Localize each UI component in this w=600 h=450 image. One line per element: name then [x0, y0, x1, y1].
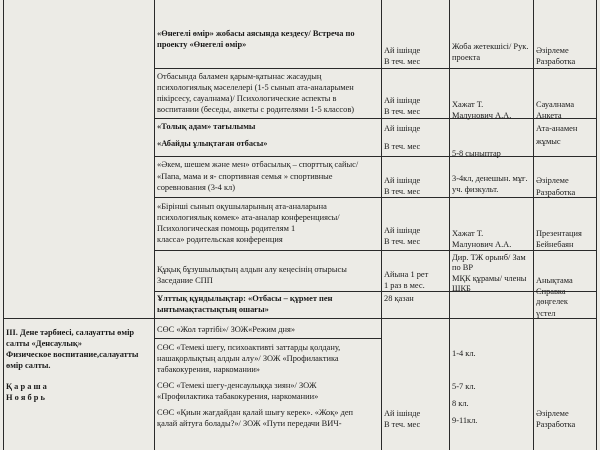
responsible-cell: Малунович А.А.	[452, 240, 512, 249]
form-cell: Разработка	[536, 57, 576, 66]
form-cell: Анкета	[536, 111, 562, 120]
form-cell: Бейнебаян	[536, 240, 574, 249]
time-cell: В теч. мес	[384, 142, 421, 151]
activity-text: СӨС «Темекі шегу-денсаулыққа зиян»/ ЗОЖ	[157, 381, 317, 390]
time-cell: Ай ішінде	[384, 124, 421, 133]
responsible-cell: Малунович А.А.	[452, 111, 512, 120]
activity-text: воспитании (беседы, анкеты с родителями 1-5 классов)	[157, 105, 355, 114]
time-cell: Ай ішінде	[384, 176, 421, 185]
form-cell: дөңгелек	[536, 297, 568, 306]
form-cell: Ата-анамен	[536, 124, 578, 133]
time-cell: В теч. мес	[384, 420, 421, 429]
activity-text: СӨС «Жол тәртібі»/ ЗОЖ«Режим дня»	[157, 325, 296, 334]
activity-text: нашақорлықтың алдын алу»/ ЗОЖ «Профилактика	[157, 354, 339, 363]
responsible-cell: Хажат Т.	[452, 100, 484, 109]
form-cell: үстел	[536, 309, 556, 318]
time-cell: Ай ішінде	[384, 226, 421, 235]
activity-text: «Әкем, шешем және мен» отбасылық – спорттық сайыс/	[157, 160, 359, 169]
form-cell: Разработка	[536, 188, 576, 197]
activity-text: Отбасында баламен қарым-қатынас жасаудың	[157, 72, 322, 81]
section-divider	[3, 318, 597, 319]
month-label: Н о я б р ь	[6, 393, 45, 402]
activity-text: «Папа, мама и я- спортивная семья » спортивные	[157, 172, 333, 181]
section-title: Физическое воспитание,салауатты	[6, 350, 139, 359]
time-cell: Ай ішінде	[384, 96, 421, 105]
time-cell: В теч. мес	[384, 237, 421, 246]
date-cell: 28 қазан	[384, 294, 414, 303]
activity-title: Ұлттық құндылықтар: «Отбасы – құрмет пен	[157, 294, 333, 303]
responsible-cell: уч. физкульт.	[452, 185, 499, 194]
row-divider	[154, 338, 381, 339]
row-divider	[154, 197, 597, 198]
form-cell: Сауалнама	[536, 100, 575, 109]
form-cell: Әзірлеме	[536, 46, 569, 55]
activity-title: проекту «Өнегелі өмір»	[157, 40, 247, 49]
responsible-cell: Хажат Т.	[452, 229, 484, 238]
form-cell: Разработка	[536, 420, 576, 429]
form-cell: жұмыс	[536, 137, 561, 146]
grade-cell: 9-11кл.	[452, 416, 478, 425]
form-cell: Әзірлеме	[536, 176, 569, 185]
time-cell: Ай ішінде	[384, 46, 421, 55]
section-title: өмір салты.	[6, 361, 51, 370]
activity-text: Заседание СПП	[157, 276, 213, 285]
responsible-cell: Жоба жетекшісі/ Рук.	[452, 42, 529, 51]
form-cell: Справка	[536, 287, 566, 296]
responsible-cell: 3-4кл, денешын. мұғ.	[452, 174, 528, 183]
section-title: ІІІ. Дене тәрбиесі, салауатты өмір	[6, 328, 135, 337]
activity-text: Психологическая помощь родителям 1	[157, 224, 296, 233]
form-cell: Анықтама	[536, 276, 573, 285]
responsible-cell: МҚК құрамы/ члены	[452, 274, 527, 283]
activity-text: СӨС «Қиын жағдайдан қалай шығу керек». «Жоқ» деп	[157, 408, 354, 417]
activity-title: «Абайды ұлықтаған отбасы»	[157, 139, 268, 148]
activity-text: қалай айтуға болады?»/ ЗОЖ «Пути передачи ВИЧ-	[157, 419, 342, 428]
activity-text: соревнования (3-4 кл)	[157, 183, 235, 192]
activity-text: СӨС «Темекі шегу, психоактивті заттарды қолдану,	[157, 343, 341, 352]
responsible-cell: Дир. ТЖ орынб/ Зам	[452, 253, 526, 262]
time-cell: Ай ішінде	[384, 409, 421, 418]
responsible-cell: по ВР	[452, 263, 474, 272]
time-cell: В теч. мес	[384, 57, 421, 66]
time-cell: 1 раз в мес.	[384, 281, 425, 290]
activity-text: пікірсесу, сауалнама)/ Психологические аспекты в	[157, 94, 337, 103]
activity-text: «Профилактика табакокурения, наркомании»	[157, 392, 319, 401]
month-label: Қ а р а ш а	[6, 382, 47, 391]
activity-text: психологиялық көмек» ата-аналар конференциясы/	[157, 213, 340, 222]
activity-text: табакокурения, наркомании»	[157, 365, 260, 374]
responsible-cell: проекта	[452, 53, 481, 62]
activity-title: ынтымақтастықтың ошағы»	[157, 305, 269, 314]
activity-text: психологиялық мәселелері (1-5 сынып ата-аналарымен	[157, 83, 354, 92]
form-cell: Презентация	[536, 229, 582, 238]
grade-cell: 5-7 кл.	[452, 382, 476, 391]
table-border-left	[3, 0, 4, 450]
activity-text: Құқық бұзушылықтың алдын алу кеңесінің отырысы	[157, 265, 347, 274]
activity-title: «Толық адам» тағылымы	[157, 122, 256, 131]
grade-cell: 8 кл.	[452, 399, 469, 408]
grade-cell: 1-4 кл.	[452, 349, 476, 358]
section-title: салты «Денсаулық»	[6, 339, 82, 348]
time-cell: Айына 1 рет	[384, 270, 429, 279]
activity-text: класса» родительская конференция	[157, 235, 283, 244]
time-cell: В теч. мес	[384, 107, 421, 116]
activity-text: «Бірінші сынып оқушыларының ата-аналарына	[157, 202, 327, 211]
row-divider	[154, 68, 597, 69]
responsible-cell: ШКБ	[452, 284, 471, 293]
form-cell: Әзірлеме	[536, 409, 569, 418]
activity-title: «Өнегелі өмір» жобасы аясында кездесу/ Встреча по	[157, 29, 355, 38]
responsible-cell: 5-8 сыныптар	[452, 149, 501, 158]
time-cell: В теч. мес	[384, 187, 421, 196]
